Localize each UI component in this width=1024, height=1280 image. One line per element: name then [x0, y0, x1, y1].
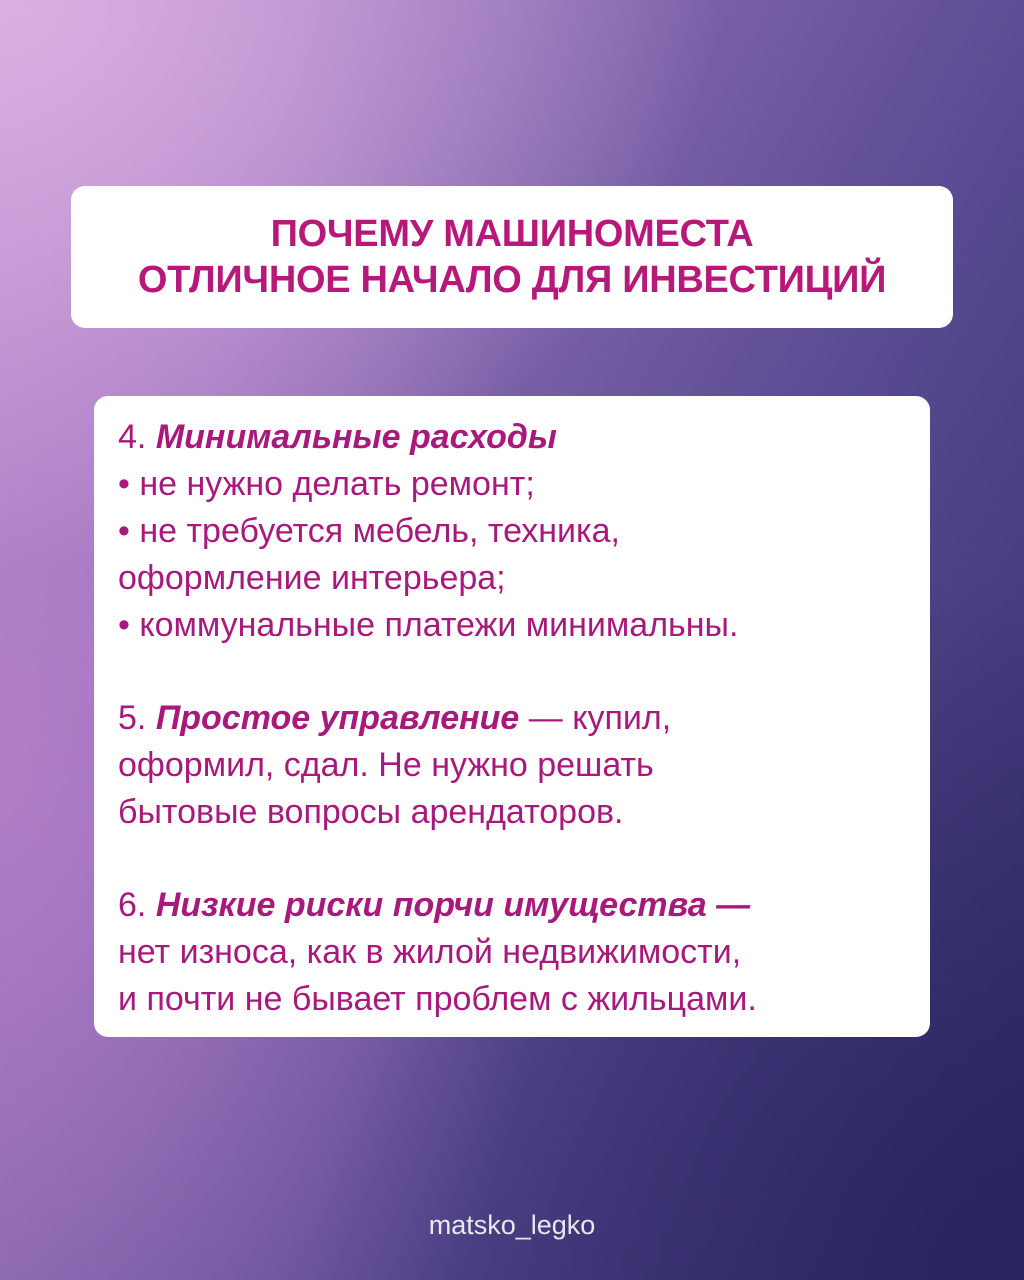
section-4-heading-line	[118, 414, 910, 461]
section-4-bullet-2-line-1: • не требуется мебель, техника,	[118, 512, 620, 550]
section-6-number: 6.	[118, 886, 147, 924]
title-card	[71, 186, 953, 328]
section-5-heading-line	[118, 695, 910, 742]
section-5-line-1-rest: — купил,	[528, 699, 672, 737]
section-4-heading: Минимальные расходы	[155, 418, 557, 456]
section-spacer	[118, 836, 910, 882]
section-5-heading: Простое управление	[155, 699, 520, 737]
section-6	[118, 882, 910, 1023]
section-5-number: 5.	[118, 699, 147, 737]
section-4-bullet-1: • не нужно делать ремонт;	[118, 465, 535, 503]
section-6-heading: Низкие риски порчи имущества —	[155, 886, 751, 924]
section-5-line-2: оформил, сдал. Не нужно решать	[118, 746, 654, 784]
section-4-number: 4.	[118, 418, 147, 456]
author-handle: matsko_legko	[428, 1210, 596, 1240]
section-5-line-3: бытовые вопросы арендаторов.	[118, 793, 624, 831]
section-spacer	[118, 649, 910, 695]
section-6-line-2: нет износа, как в жилой недвижимости,	[118, 933, 742, 971]
section-4-bullet-3: • коммунальные платежи минимальны.	[118, 606, 739, 644]
title-line-2: ОТЛИЧНОЕ НАЧАЛО ДЛЯ ИНВЕСТИЦИЙ	[137, 259, 887, 301]
content-card	[94, 396, 930, 1037]
section-6-line-3: и почти не бывает проблем с жильцами.	[118, 980, 757, 1018]
section-6-heading-line	[118, 882, 910, 929]
title-line-1: ПОЧЕМУ МАШИНОМЕСТА	[270, 213, 754, 255]
section-5	[118, 695, 910, 836]
section-4	[118, 414, 910, 649]
section-4-bullet-2-line-2: оформление интерьера;	[118, 559, 506, 597]
